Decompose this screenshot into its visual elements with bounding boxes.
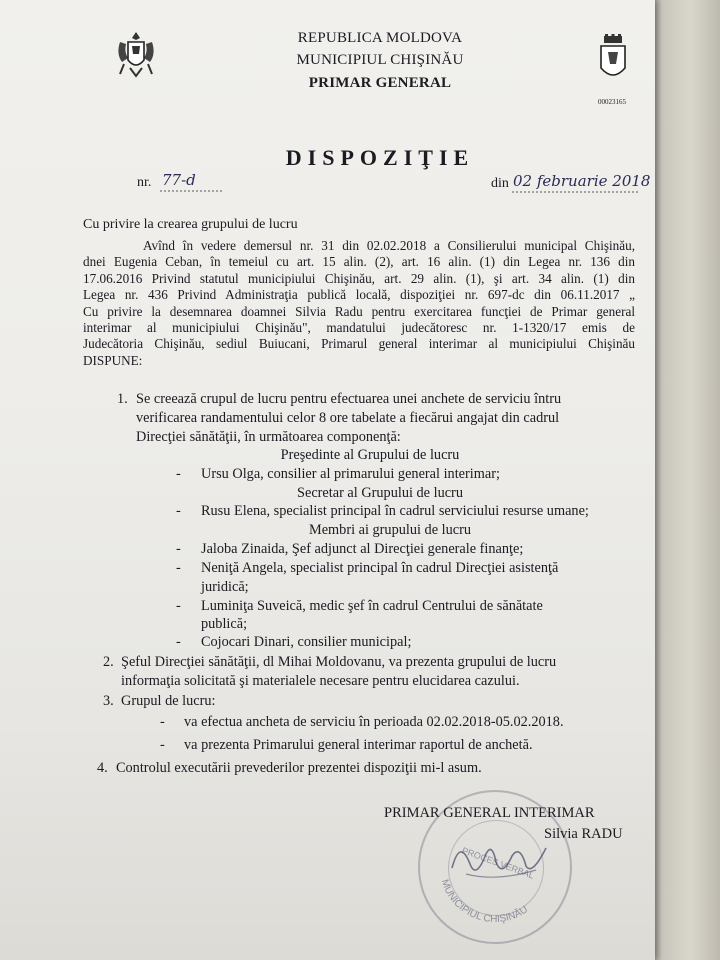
preamble-line: Avînd în vedere demersul nr. 31 din 02.02.2018 a Consilierului municipal Chişinău, — [143, 238, 635, 253]
list-dash: - — [176, 560, 181, 576]
date-label: din — [491, 176, 509, 191]
item-text: informaţia solicitată şi materialele necesare pentru elucidarea cazului. — [121, 673, 520, 689]
item-text: Direcţiei sănătăţii, în următoarea componenţă: — [136, 429, 401, 445]
member-entry: Luminiţa Suveică, medic şef în cadrul Centrului de sănătate — [201, 598, 543, 614]
preamble-line: dnei Eugenia Ceban, în temeiul cu art. 15 alin. (2), art. 16 alin. (1) din Legea nr. 136 din — [83, 254, 635, 270]
preamble-line: 17.06.2016 Privind statutul municipiului Chişinău, art. 29 alin. (1), şi art. 34 alin. (1) din — [83, 270, 635, 286]
document-title: DISPOZIŢIE — [285, 145, 475, 170]
member-entry-cont: juridică; — [201, 579, 249, 595]
item-number: 1. — [117, 391, 128, 407]
list-dash: - — [176, 541, 181, 557]
list-dash: - — [176, 503, 181, 519]
task-entry: va efectua ancheta de serviciu în perioada 02.02.2018-05.02.2018. — [184, 714, 564, 730]
date-value: 02 februarie 2018 — [513, 172, 651, 190]
member-entry: Neniţă Angela, specialist principal în cadrul Direcţiei asistenţă — [201, 560, 559, 576]
document-subject: Cu privire la crearea grupului de lucru — [83, 217, 298, 232]
president-heading: Preşedinte al Grupului de lucru — [280, 447, 460, 463]
handwritten-signature — [446, 818, 556, 898]
member-entry: Cojocari Dinari, consilier municipal; — [201, 634, 412, 650]
secretary-heading: Secretar al Grupului de lucru — [297, 485, 463, 501]
item-number: 4. — [97, 760, 108, 776]
number-label: nr. — [137, 175, 152, 190]
preamble-line: Cu privire la desemnarea doamnei Silvia Radu pentru exercitarea funcţiei de Primar general — [83, 303, 635, 319]
header-country: REPUBLICA MOLDOVA — [297, 30, 463, 46]
header-office: PRIMAR GENERAL — [308, 75, 452, 91]
preamble-line: Judecătoria Chişinău, sediul Buiucani, Primarul general interimar al municipiului Chişinău — [83, 336, 635, 352]
item-text: Controlul executării prevederilor prezentei dispoziţii mi-l asum. — [116, 760, 482, 776]
stamp-ring-text: MUNICIPIUL CHIŞINĂU — [438, 878, 530, 926]
serial-number: 00023165 — [598, 98, 626, 106]
signatory-name: Silvia RADU — [544, 826, 623, 842]
item-text: Grupul de lucru: — [121, 693, 216, 709]
date-underline — [512, 190, 640, 194]
item-text: verificarea randamentului celor 8 ore tabelate a fiecărui angajat din cadrul — [136, 410, 560, 426]
background-surface — [648, 0, 720, 960]
preamble-line: interimar al municipiului Chişinău", mandatului judecătoresc nr. 1-1320/17 emis de — [83, 320, 635, 336]
item-text: Şeful Direcţiei sănătăţii, dl Mihai Moldovanu, va prezenta grupului de lucru — [121, 654, 557, 670]
item-number: 3. — [103, 693, 114, 709]
list-dash: - — [176, 634, 181, 650]
preamble-line: Legea nr. 436 Privind Administraţia publică locală, dispoziţiei nr. 697-dc din 06.11.2017 „ — [83, 287, 635, 303]
item-text: Se creează crupul de lucru pentru efectuarea unei anchete de serviciu întru — [136, 391, 562, 407]
item-number: 2. — [103, 654, 114, 670]
members-heading: Membri ai grupului de lucru — [309, 522, 471, 538]
member-entry: Rusu Elena, specialist principal în cadrul serviciului resurse umane; — [201, 503, 589, 519]
number-underline — [160, 189, 224, 193]
header-municipality: MUNICIPIUL CHIŞINĂU — [296, 52, 464, 68]
stamp-center-text: PROCES VERBAL — [460, 845, 536, 881]
list-dash: - — [160, 737, 165, 753]
list-dash: - — [176, 598, 181, 614]
moldova-coat-of-arms-icon — [110, 28, 162, 86]
list-dash: - — [176, 466, 181, 482]
preamble — [83, 238, 635, 369]
task-entry: va prezenta Primarului general interimar raportul de anchetă. — [184, 737, 533, 753]
member-entry: Ursu Olga, consilier al primarului general interimar; — [201, 466, 500, 482]
signatory-role: PRIMAR GENERAL INTERIMAR — [384, 805, 595, 821]
dispune-heading: DISPUNE: — [83, 352, 143, 368]
number-value: 77-d — [162, 171, 196, 189]
member-entry-cont: publică; — [201, 616, 248, 632]
chisinau-coat-of-arms-icon — [596, 34, 630, 92]
list-dash: - — [160, 714, 165, 730]
member-entry: Jaloba Zinaida, Şef adjunct al Direcţiei generale finanţe; — [201, 541, 524, 557]
